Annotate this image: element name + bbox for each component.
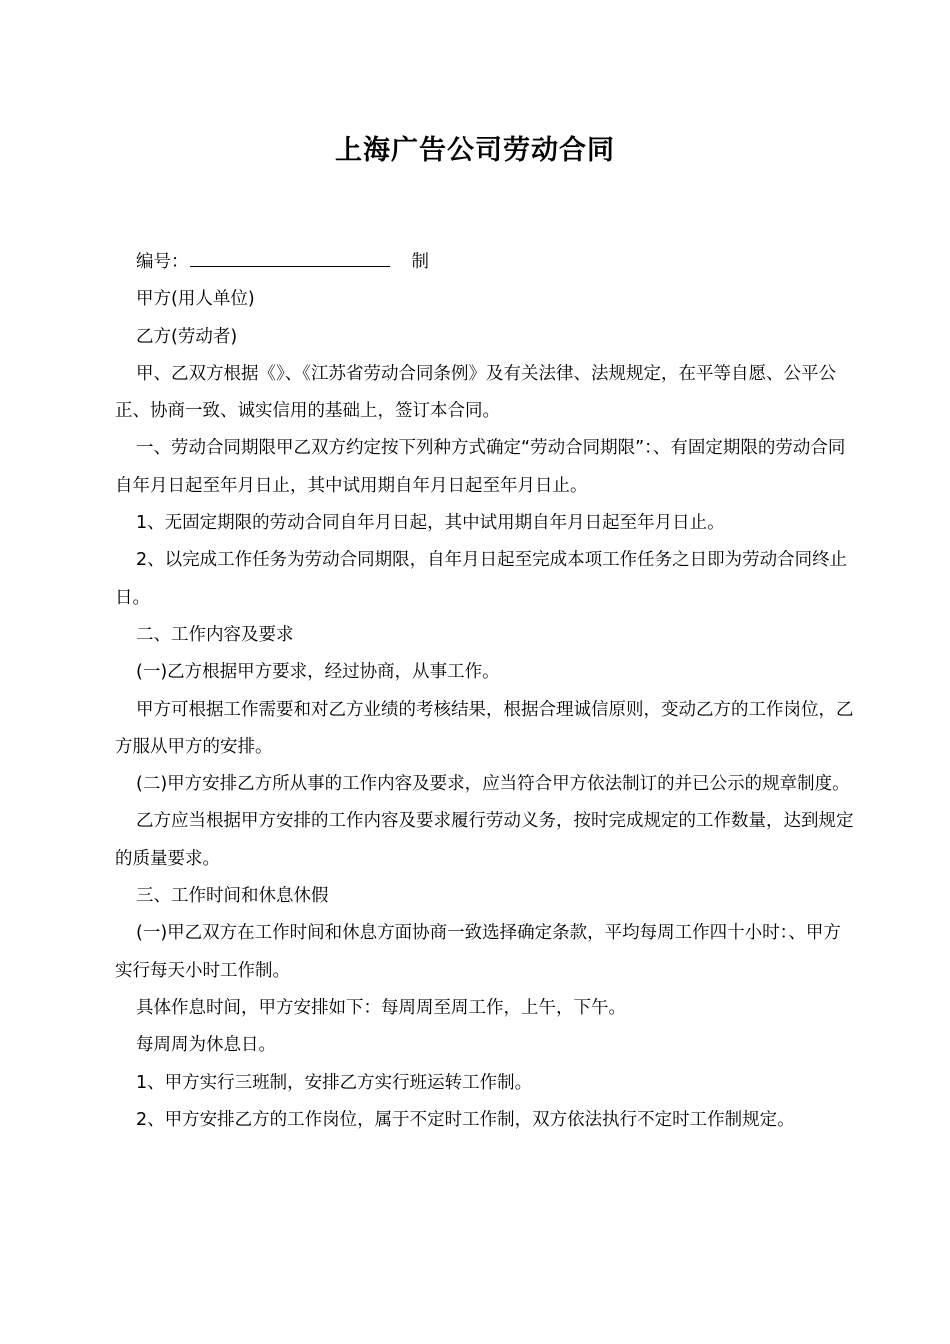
contract-number-line (115, 244, 855, 281)
number-label: 编号： (136, 252, 189, 272)
paragraph: 甲方(用人单位) (136, 289, 255, 310)
section-heading: 二、工作内容及要求 (136, 624, 294, 645)
document-title: 上海广告公司劳动合同 (335, 135, 615, 166)
document-body (115, 244, 855, 1139)
paragraph: 1、无固定期限的劳动合同自年月日起，其中试用期自年月日起至年月日止。 (136, 513, 725, 534)
section-heading: 三、工作时间和休息休假 (136, 886, 329, 907)
paragraph: 甲方可根据工作需要和对乙方业绩的考核结果，根据合理诚信原则，变动乙方的工作岗位，乙方服从甲方的安排。 (115, 699, 854, 757)
paragraph: 一、劳动合同期限甲乙双方约定按下列种方式确定“劳动合同期限”：、有固定期限的劳动合同自年月日起至年月日止，其中试用期自年月日起至年月日止。 (115, 438, 846, 496)
paragraph: (一)乙方根据甲方要求，经过协商，从事工作。 (136, 662, 500, 683)
paragraph: (一)甲乙双方在工作时间和休息方面协商一致选择确定条款，平均每周工作四十小时：、甲方实行每天小时工作制。 (115, 923, 841, 981)
paragraph: 具体作息时间，甲方安排如下：每周周至周工作，上午，下午。 (136, 997, 626, 1018)
number-suffix: 制 (411, 252, 429, 272)
paragraph: 1、甲方实行三班制，安排乙方实行班运转工作制。 (136, 1072, 533, 1093)
paragraph: (二)甲方安排乙方所从事的工作内容及要求，应当符合甲方依法制订的并已公示的规章制度。 (136, 774, 850, 795)
paragraph: 每周周为休息日。 (136, 1035, 276, 1056)
paragraph: 2、甲方安排乙方的工作岗位，属于不定时工作制，双方依法执行不定时工作制规定。 (136, 1109, 795, 1130)
paragraph: 甲、乙双方根据《》、《江苏省劳动合同条例》及有关法律、法规规定，在平等自愿、公平公正、协商一致、诚实信用的基础上，签订本合同。 (115, 363, 836, 422)
number-blank-line (190, 248, 390, 267)
paragraph: 2、以完成工作任务为劳动合同期限，自年月日起至完成本项工作任务之日即为劳动合同终止日。 (115, 550, 848, 608)
paragraph: 乙方应当根据甲方安排的工作内容及要求履行劳动义务，按时完成规定的工作数量，达到规定的质量要求。 (115, 811, 854, 869)
paragraph: 乙方(劳动者) (136, 326, 238, 347)
